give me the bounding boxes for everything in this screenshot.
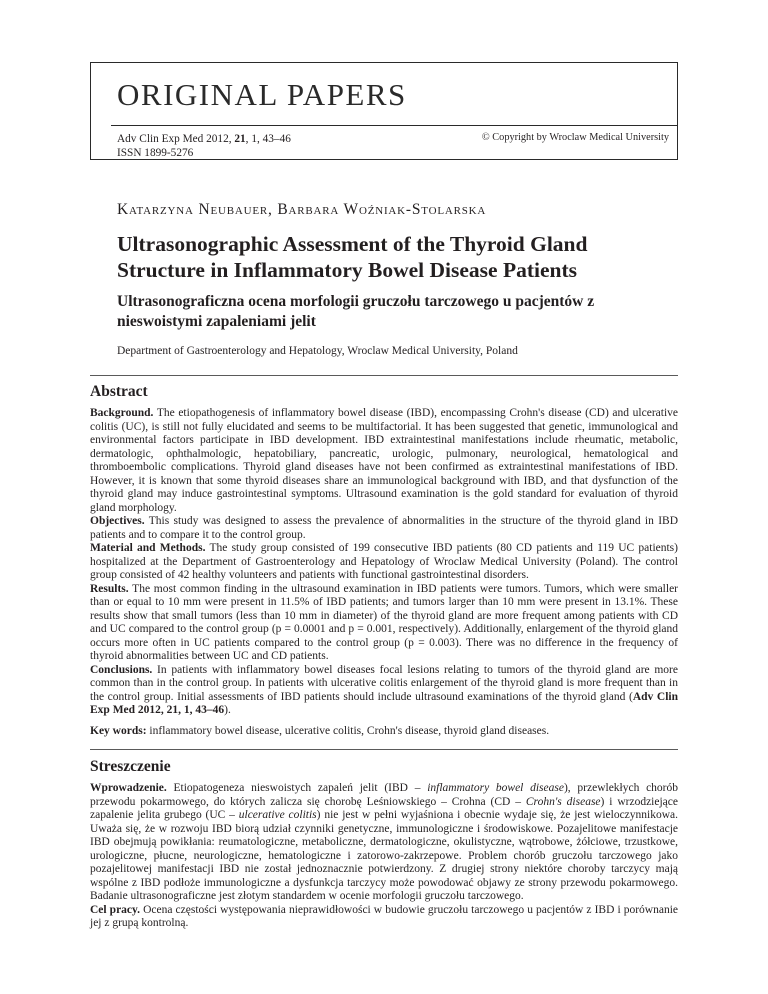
streszczenie-heading: Streszczenie [90, 758, 171, 775]
streszczenie-intro: Wprowadzenie. Etiopatogeneza nieswoistych zapaleń jelit (IBD – inflammatory bowel disease), przewlekłych chorób przewodu pokarmowego, do których zalicza się chorobę Leśniowskiego – Crohna (CD – Crohn's disease) i wrzodziejące zapalenie jelita grubego (UC – ulcerative colitis) nie jest w pełni wyjaśniona i obecnie wydaje się, że jest wieloczynnikowa. Uważa się, że w rozwoju IBD biorą udział czynniki genetyczne, immunologiczne i środowiskowe. Pozajelitowe manifestacje IBD obejmują powikłania: reumatologiczne, metaboliczne, dermatologiczne, okulistyczne, wątrobowe, żółciowe, trzustkowe, urologiczne, płucne, neurologiczne, hematologiczne i zatorowo-zakrzepowe. Problem chorób gruczołu tarczowego jako pozajelitowej manifestacji IBD nie został jednoznacznie potwierdzony. Z drugiej strony niektóre choroby tarczycy mają wspólne z IBD podłoże immunologiczne a dysfunkcja tarczycy może powodować objawy ze strony przewodu pokarmowego. Badanie ultrasonograficzne jest złotym standardem w ocenie morfologii gruczołu tarczowego. [90, 782, 679, 902]
issn: ISSN 1899-5276 [117, 147, 194, 159]
keywords: Key words: inflammatory bowel disease, ulcerative colitis, Crohn's disease, thyroid gland diseases. [90, 724, 550, 737]
abstract-heading: Abstract [90, 383, 148, 400]
citation: Adv Clin Exp Med 2012, 21, 1, 43–46 ISSN 1899-5276 [117, 133, 291, 159]
streszczenie-body [90, 782, 678, 931]
journal-header [90, 62, 678, 160]
abstract-body [90, 407, 678, 738]
copyright: © Copyright by Wroclaw Medical University [481, 132, 669, 143]
section-title: ORIGINAL PAPERS [117, 77, 407, 112]
divider [90, 375, 678, 376]
abstract-methods: Material and Methods. The study group consisted of 199 consecutive IBD patients (80 CD patients and 119 UC patients) hospitalized at the Department of Gastroenterology and Hepatology of Wroclaw Medical University (Poland). The control group consisted of 42 healthy volunteers and patients with functional gastrointestinal disorders. [90, 542, 678, 581]
affiliation: Department of Gastroenterology and Hepatology, Wroclaw Medical University, Poland [117, 345, 518, 357]
article-title: Ultrasonographic Assessment of the Thyroid Gland Structure in Inflammatory Bowel Disease Patients [117, 232, 588, 282]
abstract-results: Results. The most common finding in the ultrasound examination in IBD patients were tumors. Tumors, which were smaller than or equal to 10 mm were present in 11.5% of IBD patients; and tumors larger than 10 mm were present in 13.1%. These results show that small tumors (less than 10 mm in diameter) of the thyroid gland are more frequent among patients with CD and UC compared to the control group (p = 0.0001 and p = 0.001, respectively). Additionally, enlargement of the thyroid gland occurs more often in UC patients compared to the control group (p = 0.003). There was no difference in the frequency of thyroid abnormalities between UC and CD patients. [90, 582, 678, 662]
abstract-conclusions: Conclusions. In patients with inflammatory bowel diseases focal lesions relating to tumors of the thyroid gland are more common than in the control group. In patients with ulcerative colitis enlargement of the thyroid gland is more frequent than in the control group. Initial assessments of IBD patients should include ultrasound examinations of the thyroid gland (Adv Clin Exp Med 2012, 21, 1, 43–46). [90, 663, 679, 716]
abstract-background: Background. The etiopathogenesis of inflammatory bowel disease (IBD), encompassing Crohn's disease (CD) and ulcerative colitis (UC), is still not fully elucidated and seems to be multifactorial. It has been suggested that genetic, immunological and environmental factors participate in IBD development. IBD extraintestinal manifestations include rheumatic, metabolic, dermatologic, ophthalmologic, hepatobiliary, pancreatic, urologic, pulmonary, neurological, hematological and thromboembolic complications. Thyroid gland diseases have not been confirmed as extraintestinal manifestations of IBD. However, it is known that some thyroid diseases share an immunological background with IBD, and that dysfunction of the thyroid gland may induce gastrointestinal symptoms. Ultrasound examination is the gold standard for evaluation of thyroid gland morphology. [90, 407, 678, 514]
divider [90, 749, 678, 750]
streszczenie-aim: Cel pracy. Ocena częstości występowania nieprawidłowości w budowie gruczołu tarczowego u pacjentów z IBD i porównanie jej z grupą kontrolną. [90, 903, 678, 929]
polish-title: Ultrasonograficzna ocena morfologii gruczołu tarczowego u pacjentów z nieswoistymi zapaleniami jelit [117, 293, 595, 330]
abstract-objectives: Objectives. This study was designed to assess the prevalence of abnormalities in the structure of the thyroid gland in IBD patients and to compare it to the control group. [90, 515, 678, 541]
authors: Katarzyna Neubauer, Barbara Woźniak-Stolarska [117, 201, 487, 218]
header-divider [111, 125, 677, 126]
